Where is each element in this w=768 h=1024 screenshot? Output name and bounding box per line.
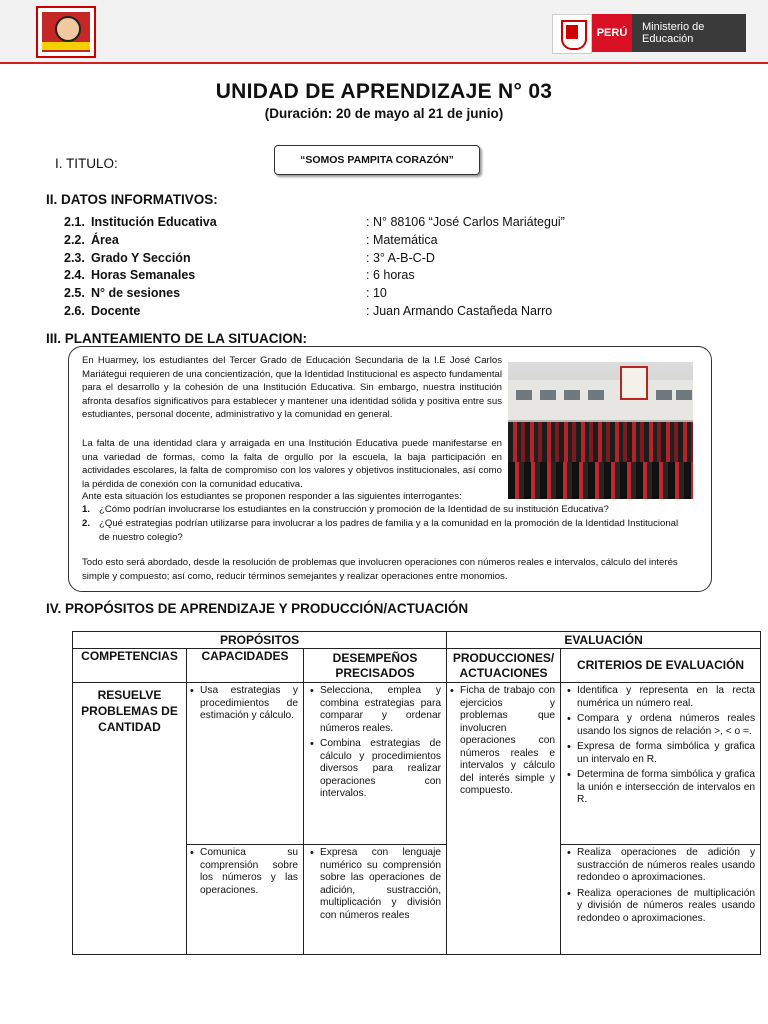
- info-value: : Juan Armando Castañeda Narro: [366, 304, 553, 318]
- info-row: 2.5. N° de sesiones: [64, 286, 181, 300]
- criterio-item: • Compara y ordena números reales usando los signos de relación >, < o =.: [577, 713, 755, 738]
- info-row: 2.2. Área: [64, 233, 119, 247]
- desempenos-cell: [304, 845, 447, 955]
- info-value: : N° 88106 “José Carlos Mariátegui”: [366, 215, 565, 229]
- competencia-cell: RESUELVE PROBLEMAS DE CANTIDAD: [73, 683, 187, 955]
- desempeno-item: • Selecciona, emplea y combina estrategias para comparar y ordenar números reales.: [320, 685, 441, 735]
- situation-paragraph: Todo esto será abordado, desde la resolución de problemas que involucren operaciones con números reales e intervalos, cálculo del interés simple y compuesto; así como, reducir términos semejantes y realizar operaciones entre monomios.: [82, 557, 678, 582]
- section-propositos: IV. PROPÓSITOS DE APRENDIZAJE Y PRODUCCIÓN/ACTUACIÓN: [46, 601, 469, 616]
- peru-shield-icon: [552, 14, 592, 54]
- desempenos-cell: [304, 683, 447, 845]
- situation-paragraph: Ante esta situación los estudiantes se proponen responder a las siguientes interrogantes:: [82, 491, 462, 502]
- info-value: : Matemática: [366, 233, 438, 247]
- group-header-propositos: PROPÓSITOS: [73, 632, 447, 649]
- info-value: : 3° A-B-C-D: [366, 251, 435, 265]
- info-row: 2.3. Grado Y Sección: [64, 251, 191, 265]
- duration: (Duración: 20 de mayo al 21 de junio): [264, 106, 504, 121]
- propositos-table: [72, 631, 761, 955]
- producciones-cell: • Ficha de trabajo con ejercicios y problemas que involucren operaciones con números reales e intervalos y cálculo del interés simple y compuesto.: [447, 683, 561, 955]
- criterios-cell: [561, 845, 761, 955]
- section-title-label: I. TITULO:: [55, 156, 118, 171]
- peru-label: PERÚ: [592, 14, 632, 52]
- unit-title-box: “SOMOS PAMPITA CORAZÓN”: [274, 145, 480, 175]
- section-datos-informativos: II. DATOS INFORMATIVOS:: [46, 192, 218, 207]
- situation-paragraph: La falta de una identidad clara y arraigada en una Institución Educativa puede manifestarse en una variedad de formas, como la falta de orgullo por la escuela, la baja participación en actividades escolares, la falta de compromiso con los valores y objetivos institucionales, así como la pérdida de conexión con la comunidad educativa.: [82, 438, 502, 490]
- page-title: UNIDAD DE APRENDIZAJE N° 03: [215, 80, 553, 103]
- header-desempenos: DESEMPEÑOS PRECISADOS: [304, 649, 447, 683]
- criterio-item: • Realiza operaciones de multiplicación y división de números reales usando redondeo o aproximaciones.: [577, 888, 755, 926]
- ministry-label: Ministerio de Educación: [632, 14, 746, 52]
- info-value: : 10: [366, 286, 387, 300]
- group-header-evaluacion: EVALUACIÓN: [447, 632, 761, 649]
- header-competencias: COMPETENCIAS: [73, 649, 187, 683]
- question-item: 2. ¿Qué estrategias podrían utilizarse para involucrar a los padres de familia y a la comunidad en la promoción de la Identidad Institucional de nuestro colegio?: [82, 518, 679, 543]
- criterio-item: • Expresa de forma simbólica y grafica un intervalo en R.: [577, 741, 755, 766]
- ministry-logo: [552, 14, 746, 52]
- info-row: 2.4. Horas Semanales: [64, 268, 196, 282]
- info-row: 2.6. Docente: [64, 304, 141, 318]
- desempeno-item: • Expresa con lenguaje numérico su comprensión sobre las operaciones de adición, sustracción, multiplicación y división con números reales: [320, 847, 441, 922]
- criterio-item: • Realiza operaciones de adición y sustracción de números reales usando redondeo o aproximaciones.: [577, 847, 755, 885]
- capacidad-cell: • Usa estrategias y procedimientos de estimación y cálculo.: [187, 683, 304, 845]
- question-item: 1. ¿Cómo podrían involucrarse los estudiantes en la construcción y promoción de la Identidad de su institución Educativa?: [82, 504, 609, 515]
- header-producciones: PRODUCCIONES/ ACTUACIONES: [447, 649, 561, 683]
- desempeno-item: • Combina estrategias de cálculo y procedimientos diversos para realizar operaciones con intervalos.: [320, 738, 441, 801]
- students-photo: [508, 362, 693, 499]
- info-value: : 6 horas: [366, 268, 415, 282]
- header-capacidades: CAPACIDADES: [187, 649, 304, 683]
- situation-paragraph: En Huarmey, los estudiantes del Tercer Grado de Educación Secundaria de la I.E José Carlos Mariátegui requieren de una concientización, que la Identidad Institucional es aspecto fundamental para el desarrollo y la cohesión de una Institución Educativa. Sin embargo, nuestra institución afronta desafíos significativos para establecer y mantener una identidad sólida y positiva entre sus estudiantes, personal docente, administrativo y la comunidad en general.: [82, 355, 502, 420]
- criterio-item: • Determina de forma simbólica y grafica la unión e intersección de intervalos en R.: [577, 769, 755, 807]
- header-band: [0, 0, 768, 64]
- info-row: 2.1. Institución Educativa: [64, 215, 217, 229]
- capacidad-cell: • Comunica su comprensión sobre los números y las operaciones.: [187, 845, 304, 955]
- criterios-cell: [561, 683, 761, 845]
- header-criterios: CRITERIOS DE EVALUACIÓN: [561, 649, 761, 683]
- criterio-item: • Identifica y representa en la recta numérica un número real.: [577, 685, 755, 710]
- section-planteamiento: III. PLANTEAMIENTO DE LA SITUACION:: [46, 331, 308, 346]
- school-crest-logo: [36, 6, 96, 58]
